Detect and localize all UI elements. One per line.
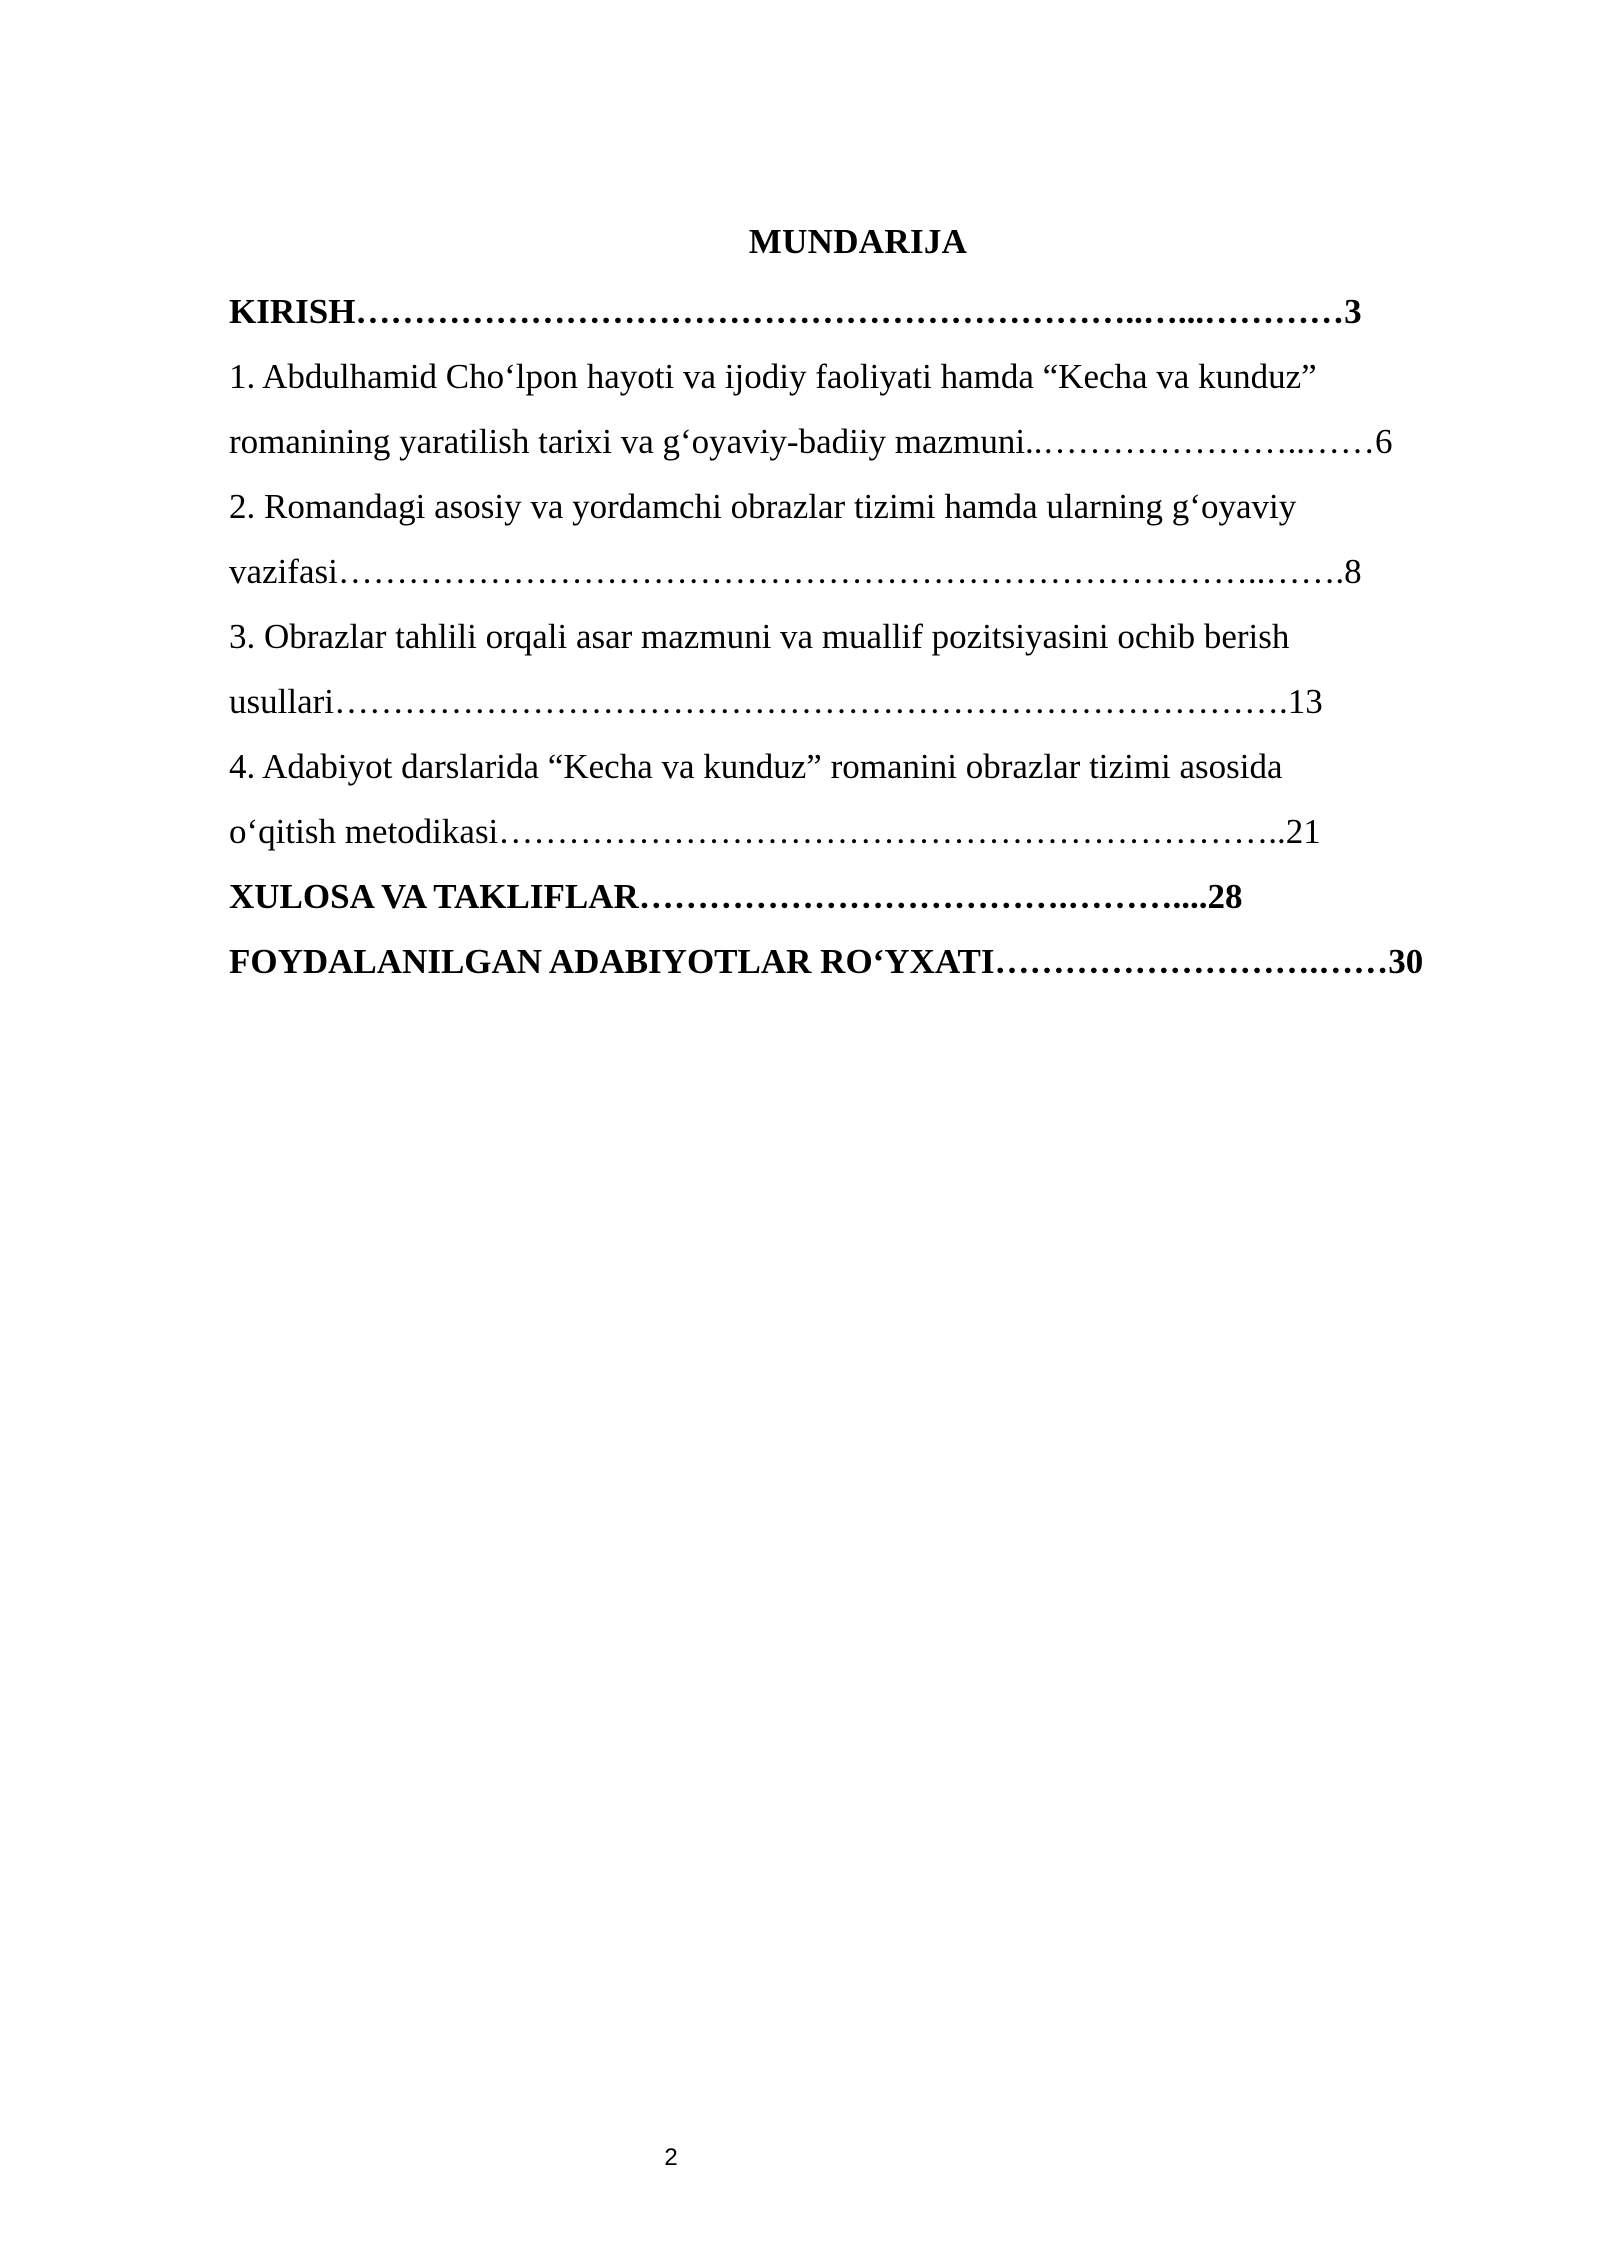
toc-entry-chapter-4-line-2: o‘qitish metodikasi…………………………………………………………..21	[229, 812, 1321, 851]
table-of-contents	[229, 279, 1489, 994]
toc-entry-kirish: KIRISH…………………………………………………………..…...…………3	[229, 292, 1362, 331]
toc-entry-adabiyotlar: FOYDALANILGAN ADABIYOTLAR RO‘YXATI……………………….……30	[229, 942, 1424, 981]
toc-entry-chapter-1-line-2: romanining yaratilish tarixi va g‘oyaviy-badiiy mazmuni..…………………..……6	[229, 422, 1393, 461]
toc-entry-chapter-2-line-2: vazifasi……………………………………………………………………..…….8	[229, 552, 1362, 591]
toc-entry-chapter-3-line-1: 3. Obrazlar tahlili orqali asar mazmuni va muallif pozitsiyasini ochib berish	[229, 617, 1290, 656]
toc-entry-chapter-2-line-1: 2. Romandagi asosiy va yordamchi obrazlar tizimi hamda ularning g‘oyaviy	[229, 487, 1297, 526]
page-number: 2	[664, 2144, 678, 2171]
toc-entry-chapter-1-line-1: 1. Abdulhamid Cho‘lpon hayoti va ijodiy faoliyati hamda “Kecha va kunduz”	[229, 357, 1317, 396]
toc-entry-chapter-3-line-2: usullari……………………………………………………………………….13	[229, 682, 1323, 721]
toc-entry-xulosa: XULOSA VA TAKLIFLAR……………………………….………....28	[229, 877, 1243, 916]
toc-entry-chapter-4-line-1: 4. Adabiyot darslarida “Kecha va kunduz” romanini obrazlar tizimi asosida	[229, 747, 1283, 786]
page-title: MUNDARIJA	[748, 222, 968, 261]
